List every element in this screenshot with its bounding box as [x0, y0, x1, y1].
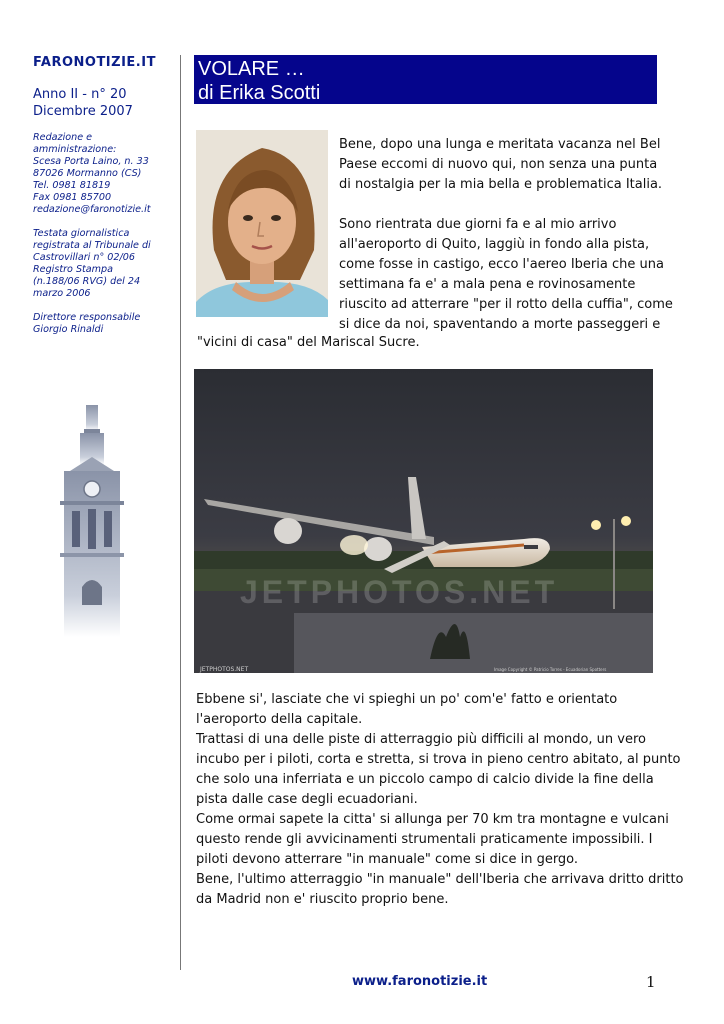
issue-number: Anno II - n° 20 [33, 87, 127, 102]
text-line: Bene, dopo una lunga e meritata vacanza nel Bel [339, 137, 661, 152]
direttore-block [33, 312, 168, 336]
paragraph [339, 135, 661, 195]
text-line: come fosse in castigo, ecco l'aereo Iberia che una [339, 257, 664, 272]
sidebar [33, 55, 168, 336]
direttore-line: Direttore responsabile [33, 312, 141, 323]
text-line: Paese eccomi di nuovo qui, non senza una punta [339, 157, 658, 172]
text-line: questo rende gli avvicinamenti strumentali praticamente impossibili. I [196, 832, 653, 847]
text-line: Come ormai sapete la citta' si allunga per 70 km tra montagne e vulcani [196, 812, 669, 827]
text-line: Bene, l'ultimo atterraggio "in manuale" dell'Iberia che arrivava dritto dritto [196, 872, 684, 887]
vertical-divider [180, 55, 181, 970]
redazione-line: Fax 0981 85700 [33, 192, 112, 203]
redazione-line: Tel. 0981 81819 [33, 180, 111, 191]
author-portrait [196, 130, 328, 317]
text-line: l'aeroporto della capitale. [196, 712, 363, 727]
testata-line: marzo 2006 [33, 288, 91, 299]
testata-line: Registro Stampa [33, 264, 113, 275]
text-line: di nostalgia per la mia bella e problematica Italia. [339, 177, 663, 192]
text-line: riuscito ad atterrare "per il rotto della cuffia", come [339, 297, 673, 312]
testata-line: Castrovillari n° 02/06 [33, 252, 135, 263]
text-line: che solo una inferriata e un piccolo campo di calcio divide la fine della [196, 772, 654, 787]
article-author: di Erika Scotti [198, 82, 321, 104]
article-title: VOLARE … [198, 58, 305, 80]
issue-info [33, 86, 168, 120]
testata-line: registrata al Tribunale di [33, 240, 151, 251]
redazione-block [33, 132, 168, 216]
article-title-banner [194, 55, 657, 104]
text-line: piloti devono atterrare "in manuale" come si dice in gergo. [196, 852, 579, 867]
redazione-line: amministrazione: [33, 144, 117, 155]
photo-credit-left: JETPHOTOS.NET [200, 666, 249, 673]
bell-tower-illustration [56, 405, 128, 637]
testata-line: (n.188/06 RVG) del 24 [33, 276, 141, 287]
redazione-line: Redazione e [33, 132, 93, 143]
redazione-email[interactable]: redazione@faronotizie.it [33, 204, 151, 215]
text-line: all'aeroporto di Quito, laggiù in fondo alla pista, [339, 237, 650, 252]
text-line: Sono rientrata due giorni fa e al mio arrivo [339, 217, 617, 232]
article-intro [339, 135, 673, 355]
redazione-line: Scesa Porta Laino, n. 33 [33, 156, 149, 167]
brand-name: FARONOTIZIE.IT [33, 55, 156, 70]
article-body [196, 690, 684, 910]
footer-website-link[interactable]: www.faronotizie.it [352, 974, 488, 989]
issue-date: Dicembre 2007 [33, 104, 133, 119]
text-line: da Madrid non e' riuscito proprio bene. [196, 892, 449, 907]
text-line: "vicini di casa" del Mariscal Sucre. [197, 335, 420, 350]
text-line: Ebbene si', lasciate che vi spieghi un po' com'e' fatto e orientato [196, 692, 618, 707]
redazione-line: 87026 Mormanno (CS) [33, 168, 142, 179]
direttore-name: Giorgio Rinaldi [33, 324, 104, 335]
photo-credit-right: Image Copyright © Patricio Torres - Ecuadorian Spotters [494, 667, 607, 672]
paragraph [339, 215, 673, 335]
iberia-airplane-photo [194, 369, 653, 673]
text-line: Trattasi di una delle piste di atterraggio più difficili al mondo, un vero [196, 732, 646, 747]
text-line: pista dalle case degli ecuadoriani. [196, 792, 418, 807]
text-line: si dice da noi, spaventando a morte passeggeri e [339, 317, 661, 332]
testata-block [33, 228, 168, 300]
photo-watermark: JETPHOTOS.NET [240, 574, 559, 610]
text-line: incubo per i piloti, corta e stretta, si trova in pieno centro abitato, al punto [196, 752, 681, 767]
testata-line: Testata giornalistica [33, 228, 130, 239]
text-line: settimana fa e' a mala pena e rovinosamente [339, 277, 636, 292]
page-number: 1 [646, 973, 656, 991]
